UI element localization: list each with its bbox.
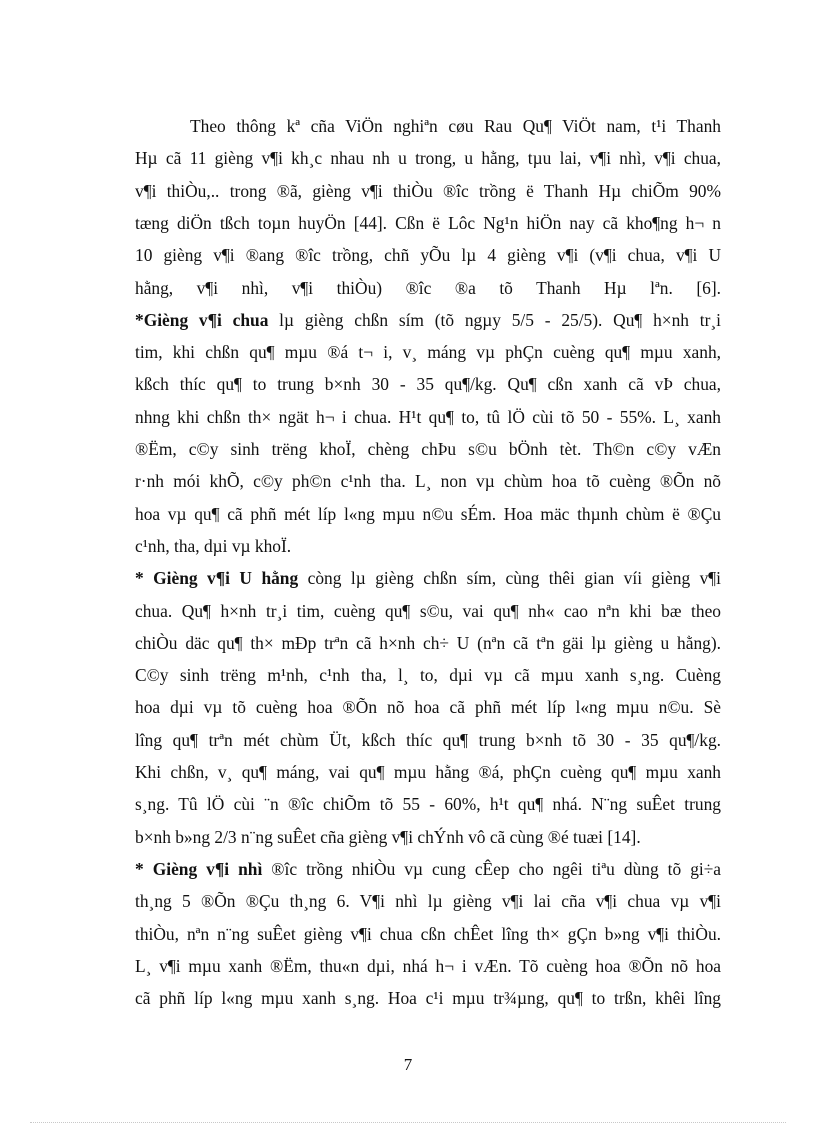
line-text: C©y sinh trëng m¹nh, c¹nh tha, l¸ to, dµi vµ cã mµu xanh s¸ng. Cuèng [135,665,721,686]
text-line [135,373,721,395]
line-text: 10 gièng v¶i ®ang ®îc trồng, chñ yÕu lµ 4 gièng v¶i (v¶i chua, v¶i U [135,245,721,266]
page-number: 7 [403,1055,413,1074]
line-text: hoa vµ qu¶ cã phñ mét líp l«ng mµu n©u sÉm. Hoa mäc thµnh chùm ë ®Çu [135,503,721,524]
line-text: Theo thông kª cña ViÖn nghiªn cøu Rau Qu¶ ViÖt nam, t¹i Thanh [190,116,721,136]
text-line [135,987,721,1009]
line-text: b×nh b»ng 2/3 n¨ng suÊet cña gièng v¶i chÝnh vô cã cùng ®é tuæi [14]. [135,826,641,847]
text-line [135,277,721,299]
line-text: tim, khi chßn qu¶ mµu ®á t¬ i, v¸ máng vµ phÇn cuèng qu¶ mµu xanh, [135,342,721,363]
text-line [135,180,721,202]
text-line [135,858,721,880]
line-text: cã phñ líp l«ng mµu xanh s¸ng. Hoa c¹i mµu tr¾µng, qu¶ to trßn, khêi lîng [135,988,721,1009]
line-text: thiÒu, nªn n¨ng suÊet gièng v¶i chua cßn chÊet lîng th× gÇn b»ng v¶i thiÒu. [135,923,721,944]
line-text: r·nh mói khÕ, c©y ph©n c¹nh tha. L¸ non vµ chùm hoa tõ cuèng ®Õn nõ [135,471,721,492]
line-text: Hµ cã 11 gièng v¶i kh¸c nhau nh u trong, u hằng, tµu lai, v¶i nhì, v¶i chua, [135,148,721,169]
text-line [135,244,721,266]
text-line [135,793,721,815]
text-line [135,438,721,460]
line-text: ®îc trồng nhiÒu vµ cung cÊep cho ngêi tiªu dùng tõ gi÷a [262,858,721,879]
heading-text: * Gièng v¶i nhì [135,858,263,879]
line-text: tæng diÖn tßch toµn huyÖn [44]. Cßn ë Lôc Ng¹n hiÖn nay cã kho¶ng h¬ n [135,212,721,233]
line-text: kßch thíc qu¶ to trung b×nh 30 - 35 qu¶/kg. Qu¶ cßn xanh cã vÞ chua, [135,374,721,395]
line-text: hoa dµi vµ tõ cuèng hoa ®Õn nõ hoa cã phñ mét líp l«ng mµu n©u. Sè [135,697,721,718]
line-text: lµ gièng chßn sím (tõ ngµy 5/5 - 25/5). Qu¶ h×nh tr¸i [268,309,721,330]
line-text: nhng khi chßn th× ngät h¬ i chua. H¹t qu¶ to, tû lÖ cùi tõ 50 - 55%. L¸ xanh [135,406,721,427]
line-text: chiÒu däc qu¶ th× mÐp trªn cã h×nh ch÷ U (nªn cã tªn gäi lµ gièng u hằng). [135,632,721,653]
line-text: c¹nh, tha, dµi vµ khoÏ. [135,535,292,556]
text-line [135,600,721,622]
line-text: ®Ëm, c©y sinh trëng khoÏ, chèng chÞu s©u bÖnh tèt. Th©n c©y vÆn [135,439,721,459]
text-line [135,729,721,751]
line-text: v¶i thiÒu,.. trong ®ã, gièng v¶i thiÒu ®îc trồng ë Thanh Hµ chiÕm 90% [135,180,721,201]
text-line [135,470,721,492]
text-line [135,923,721,945]
line-text: s¸ng. Tû lÖ cùi ¨n ®îc chiÕm tõ 55 - 60%, h¹t qu¶ nhá. N¨ng suÊet trung [135,794,721,815]
line-text: hằng, v¶i nhì, v¶i thiÒu) ®îc ®a tõ Thanh Hµ lªn. [6]. [135,277,721,298]
line-text: chua. Qu¶ h×nh tr¸i tim, cuèng qu¶ s©u, vai qu¶ nh« cao nªn khi bæ theo [135,600,721,621]
text-line [135,535,721,557]
heading-text: *Gièng v¶i chua [135,309,269,330]
line-text: th¸ng 5 ®Õn ®Çu th¸ng 6. V¶i nhì lµ gièng v¶i lai cña v¶i chua vµ v¶i [135,891,721,912]
text-line [190,115,721,137]
line-text: Khi chßn, v¸ qu¶ máng, vai qu¶ mµu hằng ®á, phÇn cuèng qu¶ mµu xanh [135,762,721,782]
text-line [135,826,721,848]
text-line [135,890,721,912]
text-line [135,761,721,783]
text-line [135,309,721,331]
text-line [135,632,721,654]
text-line [135,503,721,525]
text-line [135,212,721,234]
line-text: lîng qu¶ trªn mét chùm Üt, kßch thíc qu¶ trung b×nh tõ 30 - 35 qu¶/kg. [135,729,721,750]
text-line [135,147,721,169]
text-line [135,567,721,589]
line-text: L¸ v¶i mµu xanh ®Ëm, thu«n dµi, nhá h¬ i vÆn. Tõ cuèng hoa ®Õn nõ hoa [135,955,721,976]
text-line [135,664,721,686]
text-line [135,406,721,428]
text-line [135,955,721,977]
line-text: còng lµ gièng chßn sím, cùng thêi gian víi gièng v¶i [298,568,722,589]
text-line [135,341,721,363]
text-line [135,696,721,718]
heading-text: * Gièng v¶i U hằng [135,568,299,589]
